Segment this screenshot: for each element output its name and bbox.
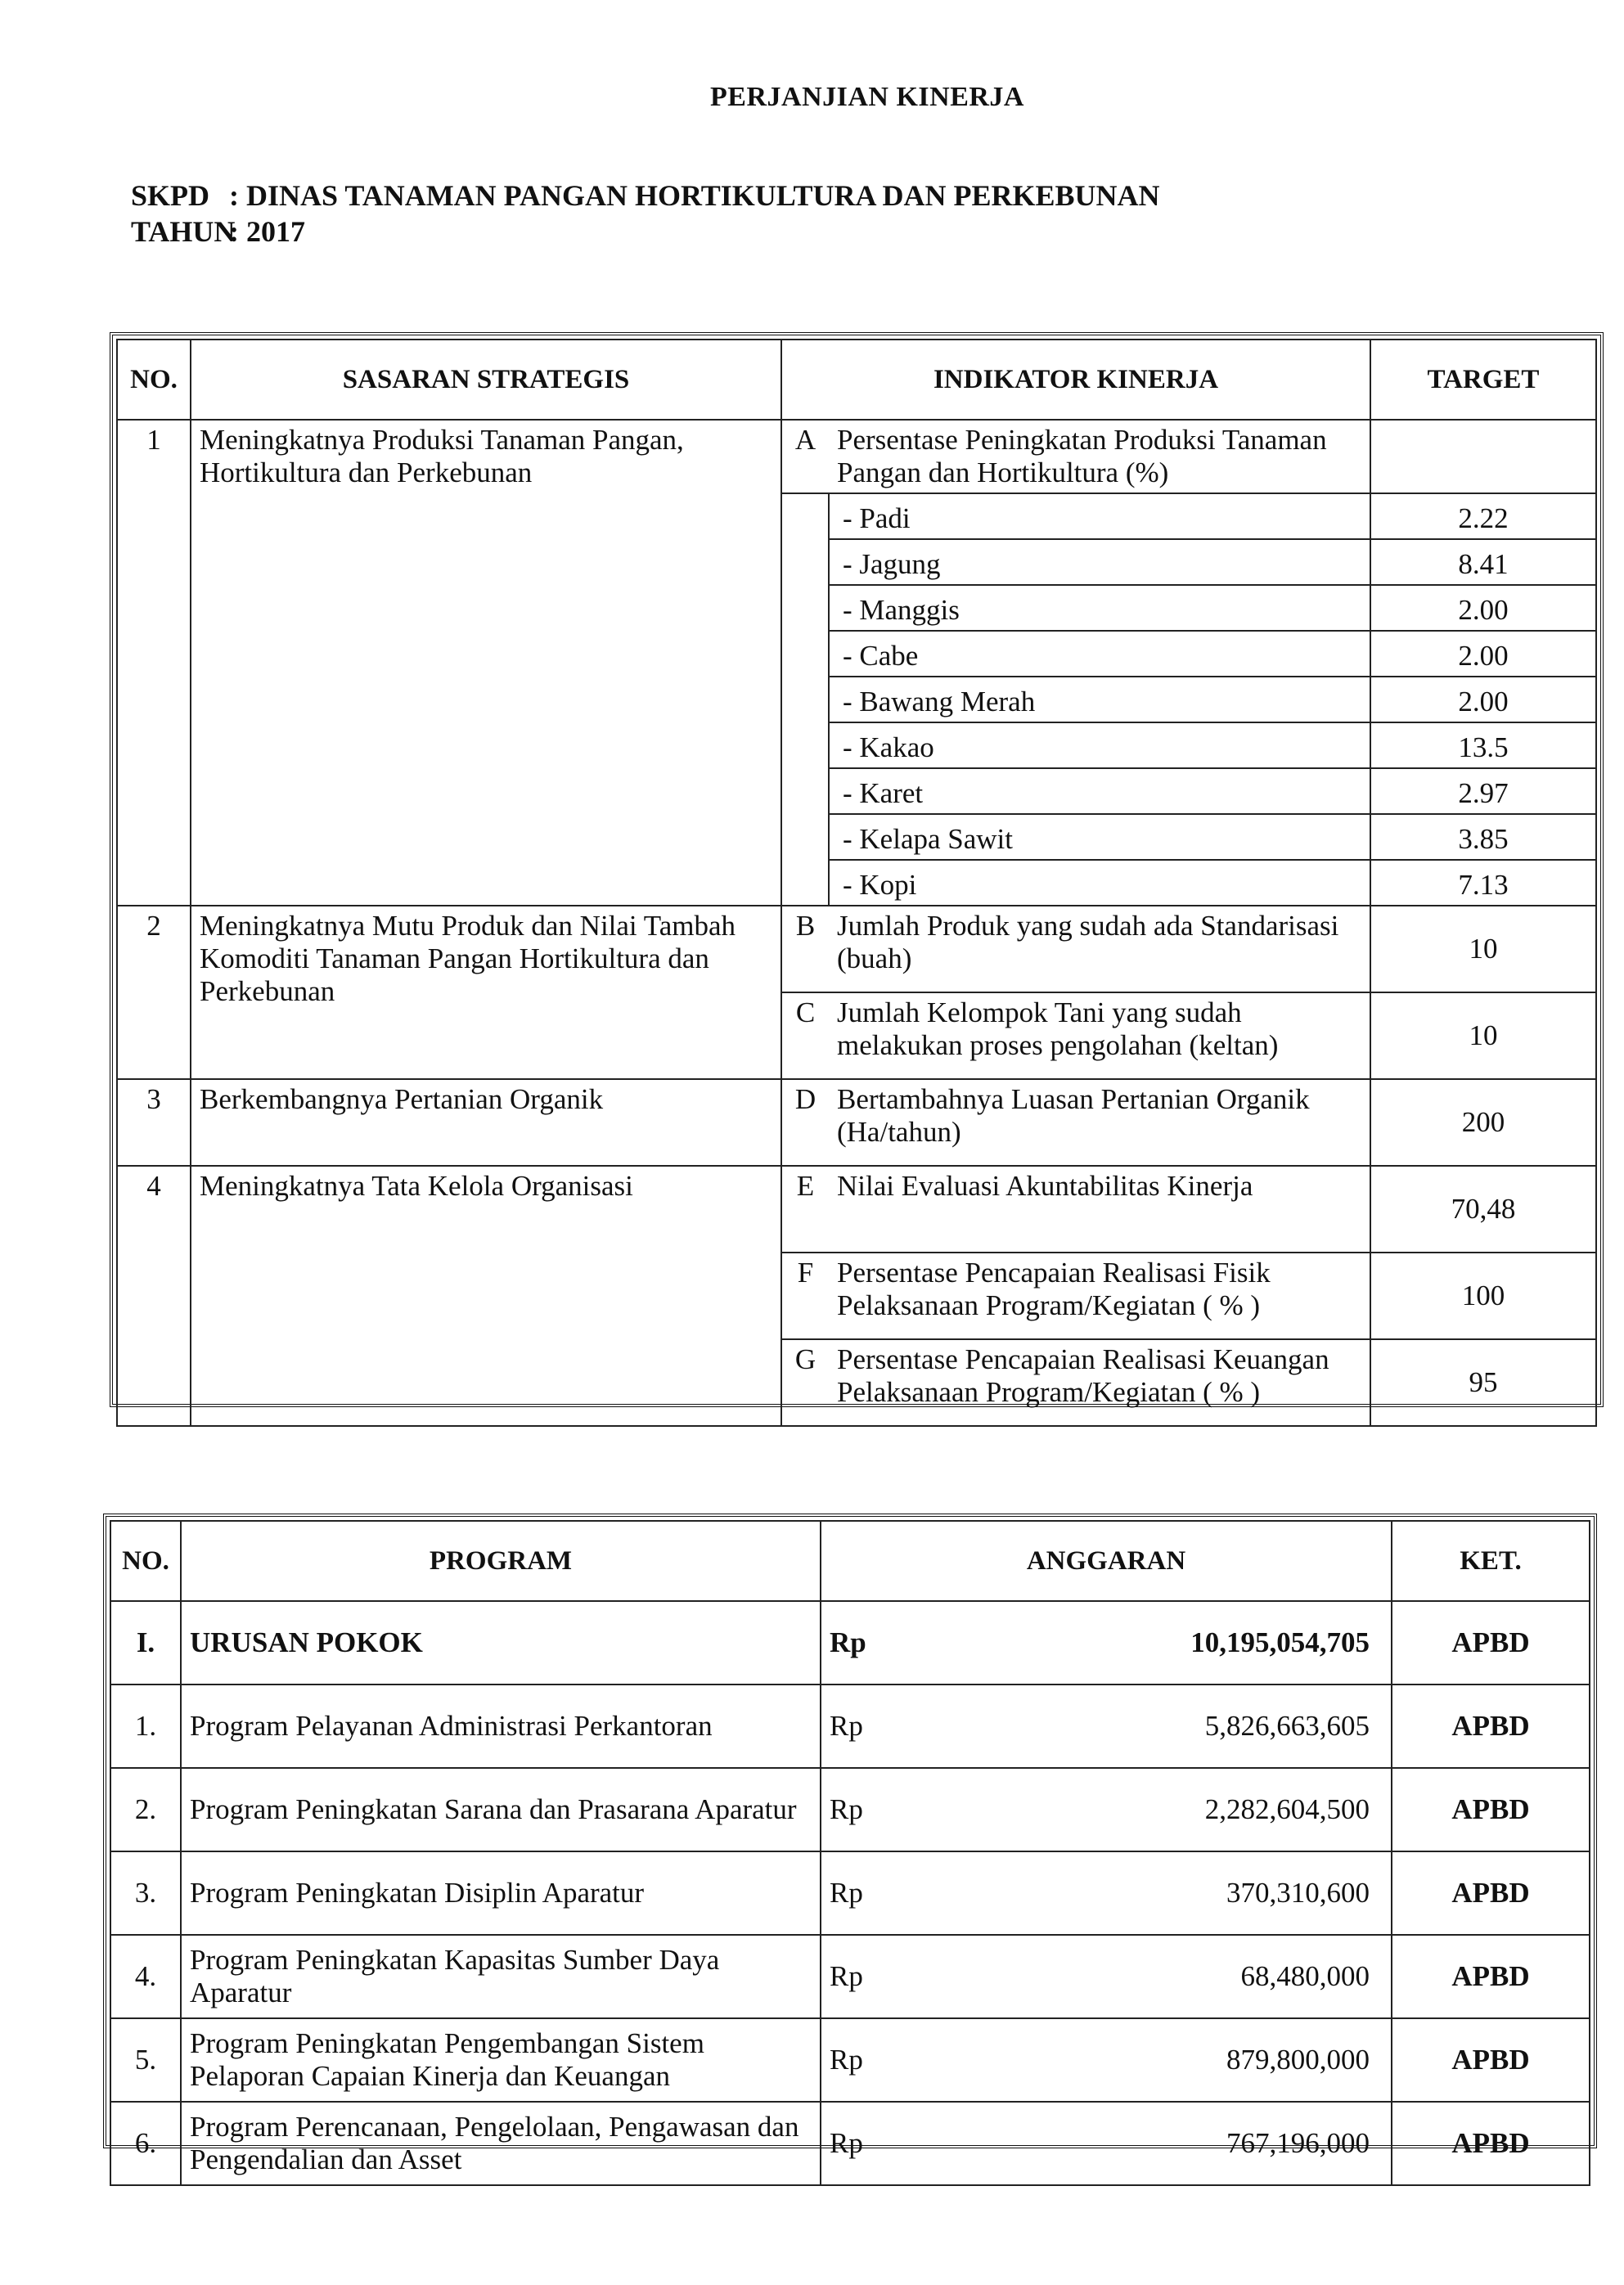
program-name: Program Peningkatan Kapasitas Sumber Daya Aparatur: [181, 1935, 821, 2018]
header-target: TARGET: [1370, 340, 1596, 420]
program-currency: Rp: [821, 1768, 894, 1851]
indicator-target: 200: [1370, 1079, 1596, 1166]
indicator-target: 10: [1370, 992, 1596, 1079]
tahun-label: TAHUN: [131, 215, 236, 248]
indicator-target: [1370, 420, 1596, 493]
row-no: 1: [117, 420, 191, 906]
section-program: URUSAN POKOK: [181, 1601, 821, 1685]
row-no: 2: [117, 906, 191, 1079]
program-amount: 68,480,000: [894, 1935, 1392, 2018]
program-no: 5.: [110, 2018, 181, 2102]
indicator-text: Bertambahnya Luasan Pertanian Organik (Ha/tahun): [829, 1079, 1370, 1166]
budget-table: [110, 1520, 1590, 2186]
sub-indicator-target: 8.41: [1370, 539, 1596, 585]
header-anggaran: ANGGARAN: [821, 1521, 1392, 1601]
table-row: [110, 2018, 1590, 2102]
section-currency: Rp: [821, 1601, 894, 1685]
performance-table: [116, 339, 1597, 1427]
indicator-text: Persentase Pencapaian Realisasi Keuangan Pelaksanaan Program/Kegiatan ( % ): [829, 1339, 1370, 1426]
table-row: [110, 1685, 1590, 1768]
program-no: 3.: [110, 1851, 181, 1935]
sasaran-text: Berkembangnya Pertanian Organik: [191, 1079, 781, 1166]
header-program: PROGRAM: [181, 1521, 821, 1601]
indicator-letter: C: [781, 992, 829, 1079]
table-header-row: [117, 340, 1596, 420]
program-ket: APBD: [1392, 1851, 1590, 1935]
sub-indicator-label: - Kakao: [829, 722, 1370, 768]
program-ket: APBD: [1392, 1935, 1590, 2018]
program-no: 6.: [110, 2102, 181, 2185]
indicator-target: 100: [1370, 1253, 1596, 1339]
program-amount: 879,800,000: [894, 2018, 1392, 2102]
table-row: [117, 906, 1596, 992]
program-currency: Rp: [821, 1685, 894, 1768]
header-indikator: INDIKATOR KINERJA: [781, 340, 1370, 420]
header-no: NO.: [117, 340, 191, 420]
sub-indicator-target: 2.00: [1370, 677, 1596, 722]
row-no: 3: [117, 1079, 191, 1166]
indicator-text: Persentase Pencapaian Realisasi Fisik Pelaksanaan Program/Kegiatan ( % ): [829, 1253, 1370, 1339]
header-sasaran: SASARAN STRATEGIS: [191, 340, 781, 420]
indicator-letter: E: [781, 1166, 829, 1253]
tahun-line: [131, 214, 305, 249]
section-row: [110, 1601, 1590, 1685]
program-amount: 370,310,600: [894, 1851, 1392, 1935]
indicator-text: Nilai Evaluasi Akuntabilitas Kinerja: [829, 1166, 1370, 1253]
indicator-letter: F: [781, 1253, 829, 1339]
sasaran-text: Meningkatnya Mutu Produk dan Nilai Tambah Komoditi Tanaman Pangan Hortikultura dan Perkebunan: [191, 906, 781, 1079]
skpd-value: : DINAS TANAMAN PANGAN HORTIKULTURA DAN PERKEBUNAN: [229, 179, 1160, 212]
section-amount: 10,195,054,705: [894, 1601, 1392, 1685]
indicator-text: Jumlah Kelompok Tani yang sudah melakukan proses pengolahan (keltan): [829, 992, 1370, 1079]
program-currency: Rp: [821, 2018, 894, 2102]
skpd-line: [131, 178, 1159, 213]
indicator-text: Jumlah Produk yang sudah ada Standarisasi (buah): [829, 906, 1370, 992]
program-amount: 5,826,663,605: [894, 1685, 1392, 1768]
section-ket: APBD: [1392, 1601, 1590, 1685]
sub-indicator-label: - Manggis: [829, 585, 1370, 631]
header-no: NO.: [110, 1521, 181, 1601]
tahun-value: : 2017: [229, 215, 305, 248]
indicator-letter: B: [781, 906, 829, 992]
sub-indicator-target: 2.97: [1370, 768, 1596, 814]
indicator-target: 70,48: [1370, 1166, 1596, 1253]
program-currency: Rp: [821, 2102, 894, 2185]
program-name: Program Peningkatan Pengembangan Sistem Pelaporan Capaian Kinerja dan Keuangan: [181, 2018, 821, 2102]
program-amount: 767,196,000: [894, 2102, 1392, 2185]
indicator-target: 10: [1370, 906, 1596, 992]
sub-indicator-target: 2.22: [1370, 493, 1596, 539]
table-row: [110, 1768, 1590, 1851]
document-title: PERJANJIAN KINERJA: [710, 82, 1024, 112]
program-no: 2.: [110, 1768, 181, 1851]
program-name: Program Peningkatan Sarana dan Prasarana Aparatur: [181, 1768, 821, 1851]
program-no: 4.: [110, 1935, 181, 2018]
header-ket: KET.: [1392, 1521, 1590, 1601]
table-row: [117, 1166, 1596, 1253]
section-no: I.: [110, 1601, 181, 1685]
sub-indicator-label: - Karet: [829, 768, 1370, 814]
table-row: [110, 1935, 1590, 2018]
sasaran-text: Meningkatnya Tata Kelola Organisasi: [191, 1166, 781, 1426]
sasaran-text: Meningkatnya Produksi Tanaman Pangan, Hortikultura dan Perkebunan: [191, 420, 781, 906]
table-row: [110, 1851, 1590, 1935]
sub-indicator-label: - Cabe: [829, 631, 1370, 677]
table-header-row: [110, 1521, 1590, 1601]
program-ket: APBD: [1392, 1685, 1590, 1768]
program-ket: APBD: [1392, 2102, 1590, 2185]
skpd-label: SKPD: [131, 179, 210, 212]
program-currency: Rp: [821, 1851, 894, 1935]
indicator-letter: A: [781, 420, 829, 493]
sub-indicator-label: - Bawang Merah: [829, 677, 1370, 722]
program-ket: APBD: [1392, 2018, 1590, 2102]
program-no: 1.: [110, 1685, 181, 1768]
table-row: [117, 1079, 1596, 1166]
indicator-target: 95: [1370, 1339, 1596, 1426]
program-name: Program Perencanaan, Pengelolaan, Pengawasan dan Pengendalian dan Asset: [181, 2102, 821, 2185]
sub-indicator-target: 2.00: [1370, 631, 1596, 677]
table-row: [117, 420, 1596, 493]
row-no: 4: [117, 1166, 191, 1426]
sub-indicator-target: 2.00: [1370, 585, 1596, 631]
sub-indicator-label: - Padi: [829, 493, 1370, 539]
sub-indicator-target: 3.85: [1370, 814, 1596, 860]
indicator-text: Persentase Peningkatan Produksi Tanaman Pangan dan Hortikultura (%): [829, 420, 1370, 493]
program-amount: 2,282,604,500: [894, 1768, 1392, 1851]
sub-indicator-label: - Kelapa Sawit: [829, 814, 1370, 860]
sub-indicator-target: 13.5: [1370, 722, 1596, 768]
indicator-letter: D: [781, 1079, 829, 1166]
indicator-letter: G: [781, 1339, 829, 1426]
program-ket: APBD: [1392, 1768, 1590, 1851]
program-name: Program Peningkatan Disiplin Aparatur: [181, 1851, 821, 1935]
sub-indicator-label: - Jagung: [829, 539, 1370, 585]
program-currency: Rp: [821, 1935, 894, 2018]
program-name: Program Pelayanan Administrasi Perkantoran: [181, 1685, 821, 1768]
sub-indicator-target: 7.13: [1370, 860, 1596, 906]
sub-indicator-label: - Kopi: [829, 860, 1370, 906]
table-row: [110, 2102, 1590, 2185]
